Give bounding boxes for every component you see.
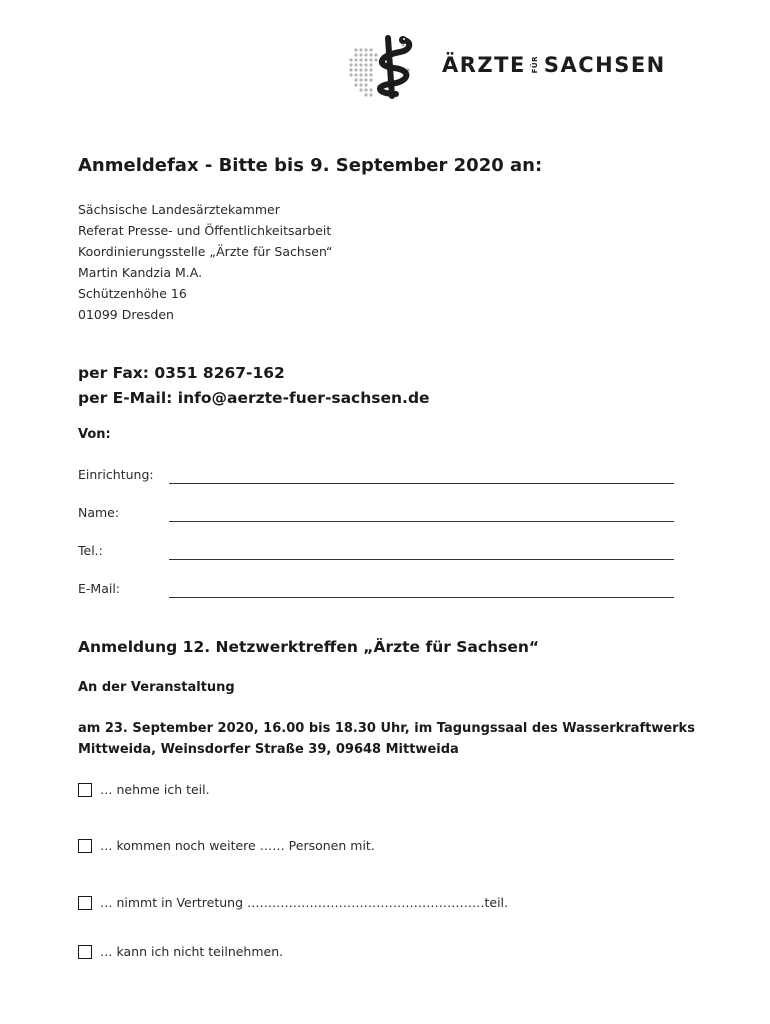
field-label: Tel.: xyxy=(78,543,103,558)
option-label: … kommen noch weitere …… Personen mit. xyxy=(100,838,375,853)
address-line: Referat Presse- und Öffentlichkeitsarbeit xyxy=(78,223,332,238)
event-details-line: am 23. September 2020, 16.00 bis 18.30 Uhr, im Tagungssaal des Wasserkraftwerks xyxy=(78,721,695,736)
registration-title: Anmeldung 12. Netzwerktreffen „Ärzte für Sachsen“ xyxy=(78,638,540,656)
event-details xyxy=(78,718,695,760)
option-substitute[interactable] xyxy=(78,895,508,910)
from-label: Von: xyxy=(78,427,111,442)
registration-intro: An der Veranstaltung xyxy=(78,680,235,695)
field-label: Name: xyxy=(78,505,120,520)
recipient-address xyxy=(78,199,332,325)
option-attend[interactable] xyxy=(78,782,210,797)
logo-word-fuer: FÜR xyxy=(530,56,539,74)
contact-info xyxy=(78,361,430,411)
field-name xyxy=(78,500,674,522)
checkbox[interactable] xyxy=(78,945,92,959)
logo-wordmark xyxy=(442,50,666,80)
option-decline[interactable] xyxy=(78,944,283,959)
email-address: per E-Mail: info@aerzte-fuer-sachsen.de xyxy=(78,389,430,407)
checkbox[interactable] xyxy=(78,783,92,797)
address-line: Koordinierungsstelle „Ärzte für Sachsen“ xyxy=(78,244,333,259)
aerzte-fuer-sachsen-logo xyxy=(348,30,700,104)
option-label: … nehme ich teil. xyxy=(100,782,210,797)
field-einrichtung xyxy=(78,462,674,484)
name-input[interactable] xyxy=(169,521,674,522)
address-line: Schützenhöhe 16 xyxy=(78,286,187,301)
checkbox[interactable] xyxy=(78,839,92,853)
logo-word-aerzte: ÄRZTE xyxy=(442,53,526,77)
email-input[interactable] xyxy=(169,597,674,598)
event-details-line: Mittweida, Weinsdorfer Straße 39, 09648 Mittweida xyxy=(78,742,459,757)
aesculapian-snake-icon xyxy=(348,30,428,104)
logo-word-sachsen: SACHSEN xyxy=(543,53,666,77)
address-line: Martin Kandzia M.A. xyxy=(78,265,203,280)
tel-input[interactable] xyxy=(169,559,674,560)
option-additional-persons[interactable] xyxy=(78,838,375,853)
field-label: E-Mail: xyxy=(78,581,121,596)
einrichtung-input[interactable] xyxy=(169,483,674,484)
address-line: Sächsische Landesärztekammer xyxy=(78,202,280,217)
field-label: Einrichtung: xyxy=(78,467,154,482)
fax-number: per Fax: 0351 8267-162 xyxy=(78,364,285,382)
page-title: Anmeldefax - Bitte bis 9. September 2020 an: xyxy=(78,155,543,176)
address-line: 01099 Dresden xyxy=(78,307,174,322)
checkbox[interactable] xyxy=(78,896,92,910)
field-email xyxy=(78,576,674,598)
field-tel xyxy=(78,538,674,560)
option-label: … kann ich nicht teilnehmen. xyxy=(100,944,284,959)
option-label: … nimmt in Vertretung …………………………………………………teil. xyxy=(100,895,508,910)
